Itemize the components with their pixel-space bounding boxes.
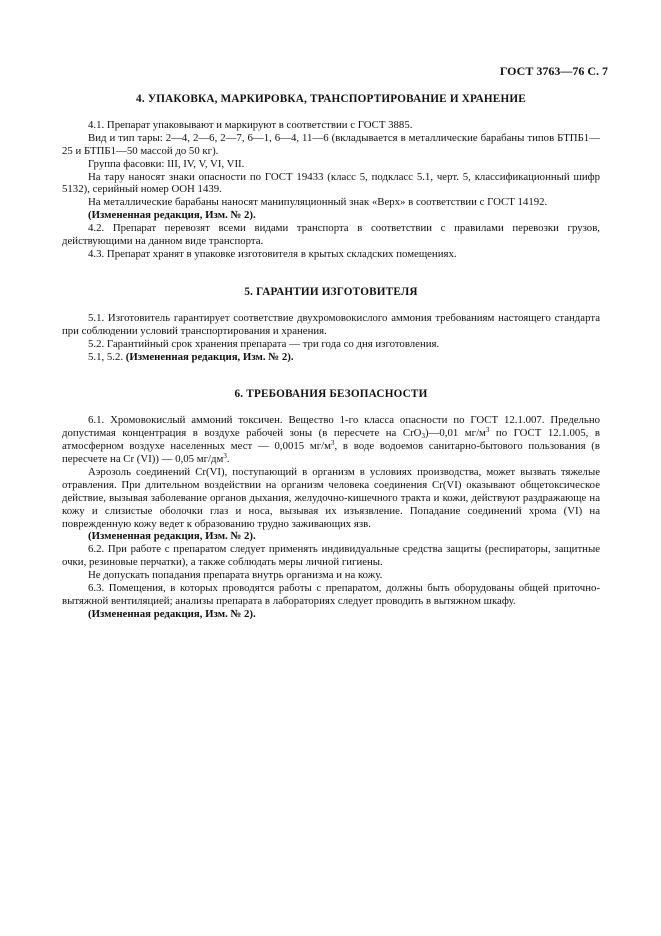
document-body xyxy=(62,89,600,621)
section-packaging xyxy=(62,93,600,261)
amendment-note: (Измененная редакция, Изм. № 2). xyxy=(88,209,256,222)
text-run: 6.1. Хромовокислый аммоний токсичен. Вещество 1-го класса опасности по ГОСТ 12.1.007. Предельно допустимая концентрация в воздухе рабочей зоны (в пересчете на CrO xyxy=(62,414,600,440)
text-run: )—0,01 мг/м xyxy=(424,427,486,440)
section-warranty xyxy=(62,286,600,364)
text-run: . xyxy=(226,453,230,466)
superscript: 3 xyxy=(330,439,335,448)
section-5-title: 5. ГАРАНТИИ ИЗГОТОВИТЕЛЯ xyxy=(244,285,418,298)
paragraph-5-1: 5.1. Изготовитель гарантирует соответствие двухромовокислого аммония требованиям настоящего стандарта при соблюдении условий транспортирования и хранения. xyxy=(62,311,600,337)
paragraph-6-1 xyxy=(62,414,600,466)
amendment-note: (Измененная редакция, Изм. № 2). xyxy=(125,350,294,363)
paragraph-4-2: 4.2. Препарат перевозят всеми видами транспорта в соответствии с правилами перевозки грузов, действующими на данном виде транспорта. xyxy=(62,222,600,248)
paragraph-no-contact: Не допускать попадания препарата внутрь организма и на кожу. xyxy=(88,569,383,582)
text-run: по ГОСТ 12.1.005, в атмосферном воздухе населенных мест — 0,0015 мг/м xyxy=(62,427,600,453)
paragraph-aerosol: Аэрозоль соединений Cr(VI), поступающий в организм в условиях производства, может вызвать тяжелые отравления. При длительном воздействии на организм человека соединения Cr(VI) оказывают общетоксическое действие, вызывая заболевание органов дыхания, желудочно-кишечного тракта и кожи, действуют раздражающе на кожу и слизистые оболочки глаз и носа, вызывая их изъязвление. Попадание соединений хрома (VI) на поврежденную кожу ведет к образованию трудно заживающих язв. xyxy=(62,465,600,530)
paragraph-handling-sign: На металлические барабаны наносят манипуляционный знак «Верх» в соответствии с ГОСТ 14192. xyxy=(88,196,548,209)
paragraph-5-amendment xyxy=(62,351,600,364)
paragraph-packing-group: Группа фасовки: III, IV, V, VI, VII. xyxy=(88,157,245,170)
section-6-title: 6. ТРЕБОВАНИЯ БЕЗОПАСНОСТИ xyxy=(234,388,428,401)
superscript: 3 xyxy=(485,426,490,435)
paragraph-container-types: Вид и тип тары: 2—4, 2—6, 2—7, 6—1, 6—4, 11—6 (вкладывается в металлические барабаны типов БТПБ1—25 и БТПБ1—50 массой до 50 кг). xyxy=(62,131,600,157)
section-spacer xyxy=(62,261,600,282)
paragraph-4-3: 4.3. Препарат хранят в упаковке изготовителя в крытых складских помещениях. xyxy=(88,247,457,260)
section-spacer xyxy=(62,363,600,384)
paragraph-5-2: 5.2. Гарантийный срок хранения препарата — три года со дня изготовления. xyxy=(88,337,440,350)
amendment-note: (Измененная редакция, Изм. № 2). xyxy=(88,607,256,620)
subscript: 3 xyxy=(421,432,425,441)
superscript: 3 xyxy=(223,452,227,461)
text-run: , в воде водоемов санитарно-бытового пользования (в пересчете на Cr (VI)) — 0,05 мг/дм xyxy=(62,440,600,466)
paragraph-6-2: 6.2. При работе с препаратом следует применять индивидуальные средства защиты (респираторы, защитные очки, резиновые перчатки), а также соблюдать меры личной гигиены. xyxy=(62,543,600,569)
paragraph-hazard-signs: На тару наносят знаки опасности по ГОСТ 19433 (класс 5, подкласс 5.1, черт. 5, классификационный шифр 5132), серийный номер ООН 1439. xyxy=(62,170,600,196)
amendment-ref: 5.1, 5.2. xyxy=(88,350,126,363)
paragraph-4-1: 4.1. Препарат упаковывают и маркируют в соответствии с ГОСТ 3885. xyxy=(88,118,413,131)
running-head: ГОСТ 3763—76 С. 7 xyxy=(499,64,608,78)
section-safety xyxy=(62,388,600,620)
section-4-title: 4. УПАКОВКА, МАРКИРОВКА, ТРАНСПОРТИРОВАНИЕ И ХРАНЕНИЕ xyxy=(136,93,526,105)
paragraph-6-3: 6.3. Помещения, в которых проводятся работы с препаратом, должны быть оборудованы общей приточно-вытяжной вентиляцией; анализы препарата в лабораториях следует проводить в вытяжном шкафу. xyxy=(62,582,600,607)
amendment-note: (Измененная редакция, Изм. № 2). xyxy=(88,530,256,543)
